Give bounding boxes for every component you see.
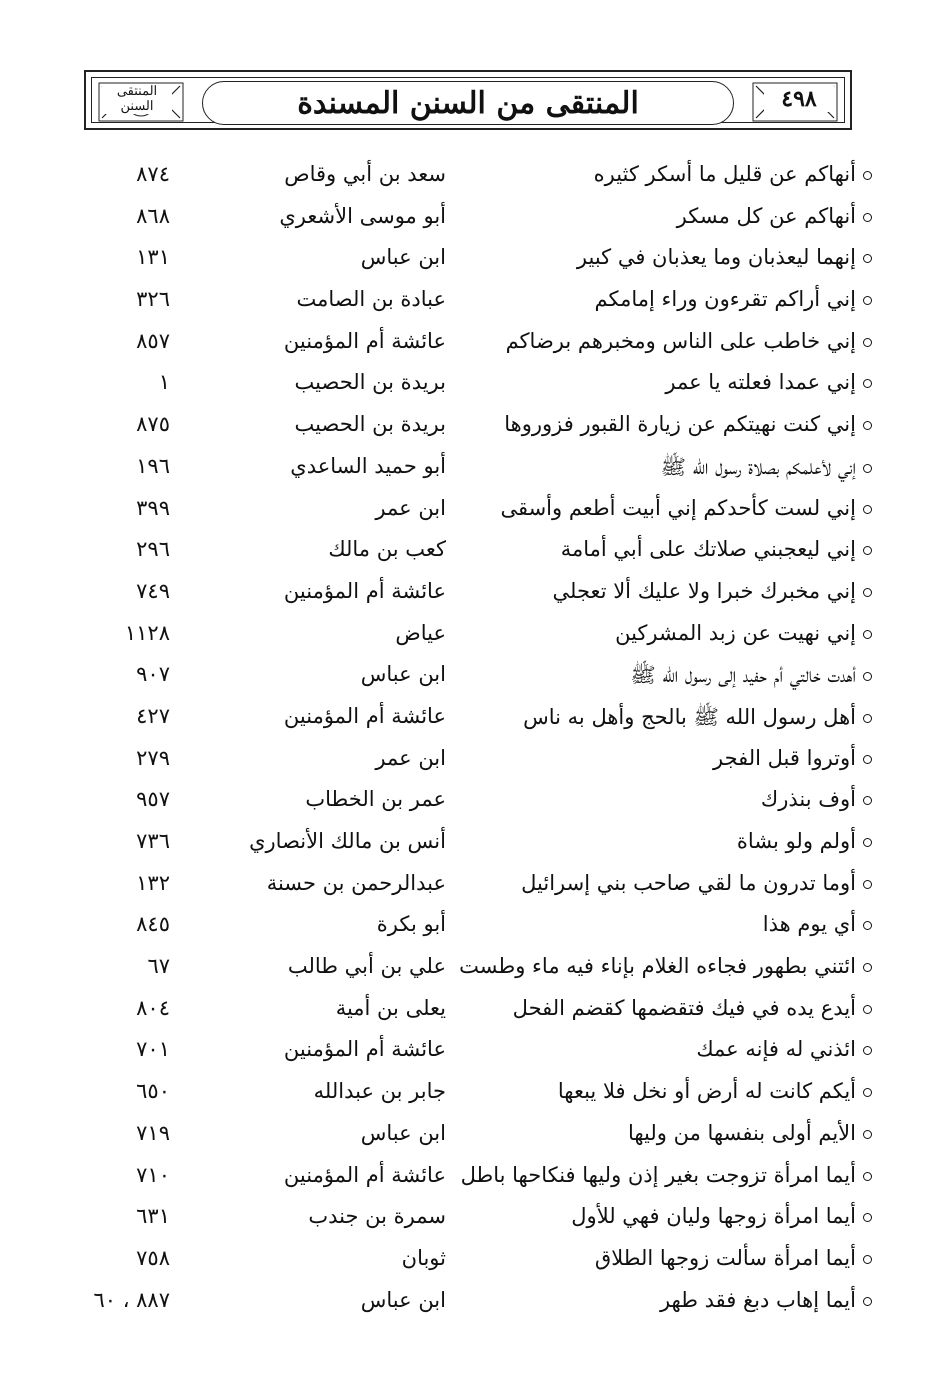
hadith-text bbox=[713, 746, 872, 770]
page-number: ٤٩٨ bbox=[764, 86, 834, 112]
list-item bbox=[0, 742, 946, 784]
narrator: يعلى بن أمية bbox=[335, 995, 446, 1020]
hadith-number: ١ bbox=[158, 370, 170, 395]
hadith-number: ٤٢٧ bbox=[136, 703, 170, 728]
hadith-number: ٧١٠ bbox=[136, 1162, 170, 1187]
hadith-label: إنهما ليعذبان وما يعذبان في كبير bbox=[576, 245, 856, 270]
hadith-text bbox=[761, 787, 872, 811]
hadith-label: إني لأعلمكم بصلاة رسول الله ﷺ bbox=[660, 454, 856, 479]
hadith-label: إني لست كأحدكم إني أبيت أطعم وأسقى bbox=[500, 495, 856, 520]
hadith-number: ٧٣٦ bbox=[136, 829, 170, 853]
narrator: أنس بن مالك الأنصاري bbox=[249, 829, 446, 853]
hadith-number: ٨٧٤ bbox=[136, 162, 170, 186]
hadith-label: إني ليعجبني صلاتك على أبي أمامة bbox=[560, 537, 856, 562]
narrator: كعب بن مالك bbox=[328, 537, 446, 562]
hadith-label: أوتروا قبل الفجر bbox=[712, 745, 856, 770]
hadith-text bbox=[665, 370, 872, 394]
bullet-icon bbox=[863, 838, 872, 847]
list-item bbox=[0, 492, 946, 534]
bullet-icon bbox=[863, 963, 872, 972]
bullet-icon bbox=[863, 880, 872, 889]
list-item bbox=[0, 241, 946, 283]
title-cartouche bbox=[202, 81, 734, 125]
bullet-icon bbox=[863, 1046, 872, 1055]
bullet-icon bbox=[863, 1005, 872, 1014]
hadith-text bbox=[615, 621, 872, 645]
list-item bbox=[0, 658, 946, 700]
hadith-label: أيما إهاب دبغ فقد طهر bbox=[659, 1287, 856, 1312]
list-item bbox=[0, 867, 946, 909]
hadith-number: ٨٠٤ bbox=[136, 995, 170, 1020]
bullet-icon bbox=[863, 796, 872, 805]
hadith-label: إني أراكم تقرءون وراء إمامكم bbox=[594, 287, 856, 312]
narrator: أبو بكرة bbox=[376, 912, 446, 937]
hadith-number: ٧٥٨ bbox=[136, 1245, 170, 1270]
narrator: ثوبان bbox=[401, 1245, 446, 1270]
narrator: أبو حميد الساعدي bbox=[290, 453, 446, 478]
narrator: عائشة أم المؤمنين bbox=[283, 578, 446, 603]
hadith-label: ائذني له فإنه عمك bbox=[696, 1037, 856, 1062]
bullet-icon bbox=[863, 921, 872, 930]
narrator: عائشة أم المؤمنين bbox=[283, 328, 446, 353]
hadith-number: ٧٤٩ bbox=[136, 578, 170, 603]
hadith-label: أي يوم هذا bbox=[762, 912, 856, 937]
hadith-label: ائتني بطهور فجاءه الغلام بإناء فيه ماء وطست bbox=[459, 954, 856, 979]
hadith-text bbox=[558, 1079, 872, 1103]
narrator: ابن عمر bbox=[375, 495, 446, 520]
hadith-label: أيما امرأة تزوجت بغير إذن وليها فنكاحها باطل bbox=[460, 1162, 856, 1187]
hadith-number: ٦٣١ bbox=[136, 1204, 170, 1229]
hadith-text bbox=[461, 1163, 872, 1187]
narrator: عبدالرحمن بن حسنة bbox=[266, 870, 446, 895]
hadith-label: أوما تدرون ما لقي صاحب بني إسرائيل bbox=[521, 870, 856, 895]
bullet-icon bbox=[863, 213, 872, 222]
hadith-label: إني عمدا فعلته يا عمر bbox=[665, 370, 856, 395]
hadith-number: ٣٩٩ bbox=[136, 495, 170, 520]
hadith-number: ٣٢٦ bbox=[136, 287, 170, 312]
hadith-label: أنهاكم عن قليل ما أسكر كثيره bbox=[593, 162, 856, 186]
hadith-label: أيما امرأة زوجها وليان فهي للأول bbox=[571, 1204, 856, 1229]
hadith-text bbox=[561, 537, 872, 561]
list-item bbox=[0, 1075, 946, 1117]
narrator: ابن عباس bbox=[360, 1120, 446, 1145]
narrator: عياض bbox=[395, 620, 446, 645]
list-item bbox=[0, 366, 946, 408]
narrator: عائشة أم المؤمنين bbox=[283, 1162, 446, 1187]
hadith-number: ٨٧٥ bbox=[136, 412, 170, 437]
hadith-text bbox=[521, 871, 872, 895]
hadith-text bbox=[504, 412, 872, 436]
bullet-icon bbox=[863, 672, 872, 681]
list-item bbox=[0, 325, 946, 367]
list-item bbox=[0, 1117, 946, 1159]
hadith-number: ٢٩٦ bbox=[136, 537, 170, 562]
hadith-text bbox=[523, 704, 872, 735]
narrator: بريدة بن الحصيب bbox=[294, 412, 446, 437]
hadith-text bbox=[595, 1246, 872, 1270]
hadith-label: أنهاكم عن كل مسكر bbox=[676, 203, 856, 228]
hadith-label: أيكم كانت له أرض أو نخل فلا يبعها bbox=[557, 1079, 856, 1104]
list-item bbox=[0, 450, 946, 492]
narrator: ابن عباس bbox=[360, 1287, 446, 1312]
list-item bbox=[0, 1033, 946, 1075]
bullet-icon bbox=[863, 630, 872, 639]
hadith-text bbox=[630, 662, 872, 693]
bookmark-label: المنتقى السنن bbox=[102, 84, 172, 114]
narrator: ابن عمر bbox=[375, 745, 446, 770]
narrator: عبادة بن الصامت bbox=[296, 287, 446, 312]
narrator: علي بن أبي طالب bbox=[287, 954, 446, 979]
hadith-number: ٧٠١ bbox=[136, 1037, 170, 1062]
narrator: جابر بن عبدالله bbox=[313, 1079, 446, 1104]
list-item bbox=[0, 950, 946, 992]
hadith-number: ١٣٢ bbox=[136, 870, 170, 895]
hadith-number: ٦٥٠ bbox=[136, 1079, 170, 1104]
hadith-text bbox=[500, 496, 872, 520]
bullet-icon bbox=[863, 714, 872, 723]
bullet-icon bbox=[863, 1255, 872, 1264]
hadith-label: إني مخبرك خبرا ولا عليك ألا تعجلي bbox=[552, 578, 856, 603]
narrator: سعد بن أبي وقاص bbox=[284, 162, 446, 186]
bullet-icon bbox=[863, 546, 872, 555]
hadith-text bbox=[594, 162, 872, 186]
hadith-label: أولم ولو بشاة bbox=[736, 829, 856, 853]
hadith-number: ١١٢٨ bbox=[124, 620, 170, 645]
hadith-text bbox=[660, 1288, 872, 1312]
bullet-icon bbox=[863, 464, 872, 473]
bullet-icon bbox=[863, 379, 872, 388]
list-item bbox=[0, 1284, 946, 1326]
narrator: سمرة بن جندب bbox=[308, 1204, 446, 1229]
hadith-number: ٦٧ bbox=[147, 954, 170, 979]
hadith-text bbox=[677, 204, 872, 228]
list-item bbox=[0, 1159, 946, 1201]
bullet-icon bbox=[863, 1172, 872, 1181]
index-list bbox=[0, 158, 946, 1325]
bullet-icon bbox=[863, 296, 872, 305]
hadith-text bbox=[696, 1037, 872, 1061]
bullet-icon bbox=[863, 1297, 872, 1306]
bullet-icon bbox=[863, 1130, 872, 1139]
list-item bbox=[0, 575, 946, 617]
hadith-label: أيدع يده في فيك فتقضمها كقضم الفحل bbox=[512, 995, 856, 1020]
hadith-number: ٨٦٨ bbox=[136, 203, 170, 228]
bullet-icon bbox=[863, 171, 872, 180]
hadith-label: إني نهيت عن زبد المشركين bbox=[615, 620, 856, 645]
hadith-number: ٢٧٩ bbox=[136, 745, 170, 770]
hadith-number: ٨٥٧ bbox=[136, 328, 170, 353]
narrator: بريدة بن الحصيب bbox=[294, 370, 446, 395]
list-item bbox=[0, 1200, 946, 1242]
list-item bbox=[0, 617, 946, 659]
bullet-icon bbox=[863, 421, 872, 430]
header-frame bbox=[91, 77, 845, 123]
list-item bbox=[0, 200, 946, 242]
hadith-text bbox=[506, 329, 872, 353]
hadith-label: أيما امرأة سألت زوجها الطلاق bbox=[594, 1245, 856, 1270]
bullet-icon bbox=[863, 338, 872, 347]
page-title: المنتقى من السنن المسندة bbox=[297, 85, 639, 121]
list-item bbox=[0, 783, 946, 825]
narrator: ابن عباس bbox=[360, 662, 446, 687]
hadith-label: أهدت خالتي أم حفيد إلى رسول الله ﷺ bbox=[630, 663, 856, 688]
hadith-number: ١٣١ bbox=[136, 245, 170, 270]
hadith-text bbox=[661, 454, 872, 485]
hadith-number: ٩٥٧ bbox=[136, 787, 170, 812]
hadith-number: ١٩٦ bbox=[136, 453, 170, 478]
hadith-text bbox=[577, 245, 872, 269]
list-item bbox=[0, 1242, 946, 1284]
bullet-icon bbox=[863, 254, 872, 263]
hadith-label: إني خاطب على الناس ومخبرهم برضاكم bbox=[505, 328, 856, 353]
bullet-icon bbox=[863, 755, 872, 764]
hadith-text bbox=[595, 287, 872, 311]
hadith-number: ٨٤٥ bbox=[136, 912, 170, 937]
hadith-text bbox=[737, 829, 872, 853]
hadith-text bbox=[628, 1121, 872, 1145]
bullet-icon bbox=[863, 1213, 872, 1222]
bullet-icon bbox=[863, 588, 872, 597]
list-item bbox=[0, 283, 946, 325]
list-item bbox=[0, 992, 946, 1034]
page-header bbox=[84, 70, 852, 130]
hadith-label: أهل رسول الله ﷺ بالحج وأهل به ناس bbox=[523, 704, 856, 729]
hadith-number: ٩٠٧ bbox=[136, 662, 170, 687]
list-item bbox=[0, 700, 946, 742]
narrator: ابن عباس bbox=[360, 245, 446, 270]
list-item bbox=[0, 825, 946, 867]
hadith-text bbox=[459, 954, 872, 978]
narrator: عائشة أم المؤمنين bbox=[283, 1037, 446, 1062]
hadith-text bbox=[571, 1204, 872, 1228]
narrator: أبو موسى الأشعري bbox=[279, 203, 446, 228]
hadith-text bbox=[553, 579, 872, 603]
list-item bbox=[0, 408, 946, 450]
hadith-text bbox=[513, 996, 872, 1020]
hadith-number: ٧١٩ bbox=[136, 1120, 170, 1145]
hadith-label: أوف بنذرك bbox=[760, 787, 856, 812]
bullet-icon bbox=[863, 505, 872, 514]
list-item bbox=[0, 158, 946, 200]
hadith-number: ٨٨٧ ، ٦٠ bbox=[93, 1287, 170, 1312]
list-item bbox=[0, 533, 946, 575]
hadith-label: الأيم أولى بنفسها من وليها bbox=[627, 1120, 856, 1145]
narrator: عائشة أم المؤمنين bbox=[283, 703, 446, 728]
list-item bbox=[0, 908, 946, 950]
hadith-text bbox=[763, 912, 872, 936]
narrator: عمر بن الخطاب bbox=[305, 787, 446, 812]
hadith-label: إني كنت نهيتكم عن زيارة القبور فزوروها bbox=[504, 412, 856, 437]
bullet-icon bbox=[863, 1088, 872, 1097]
